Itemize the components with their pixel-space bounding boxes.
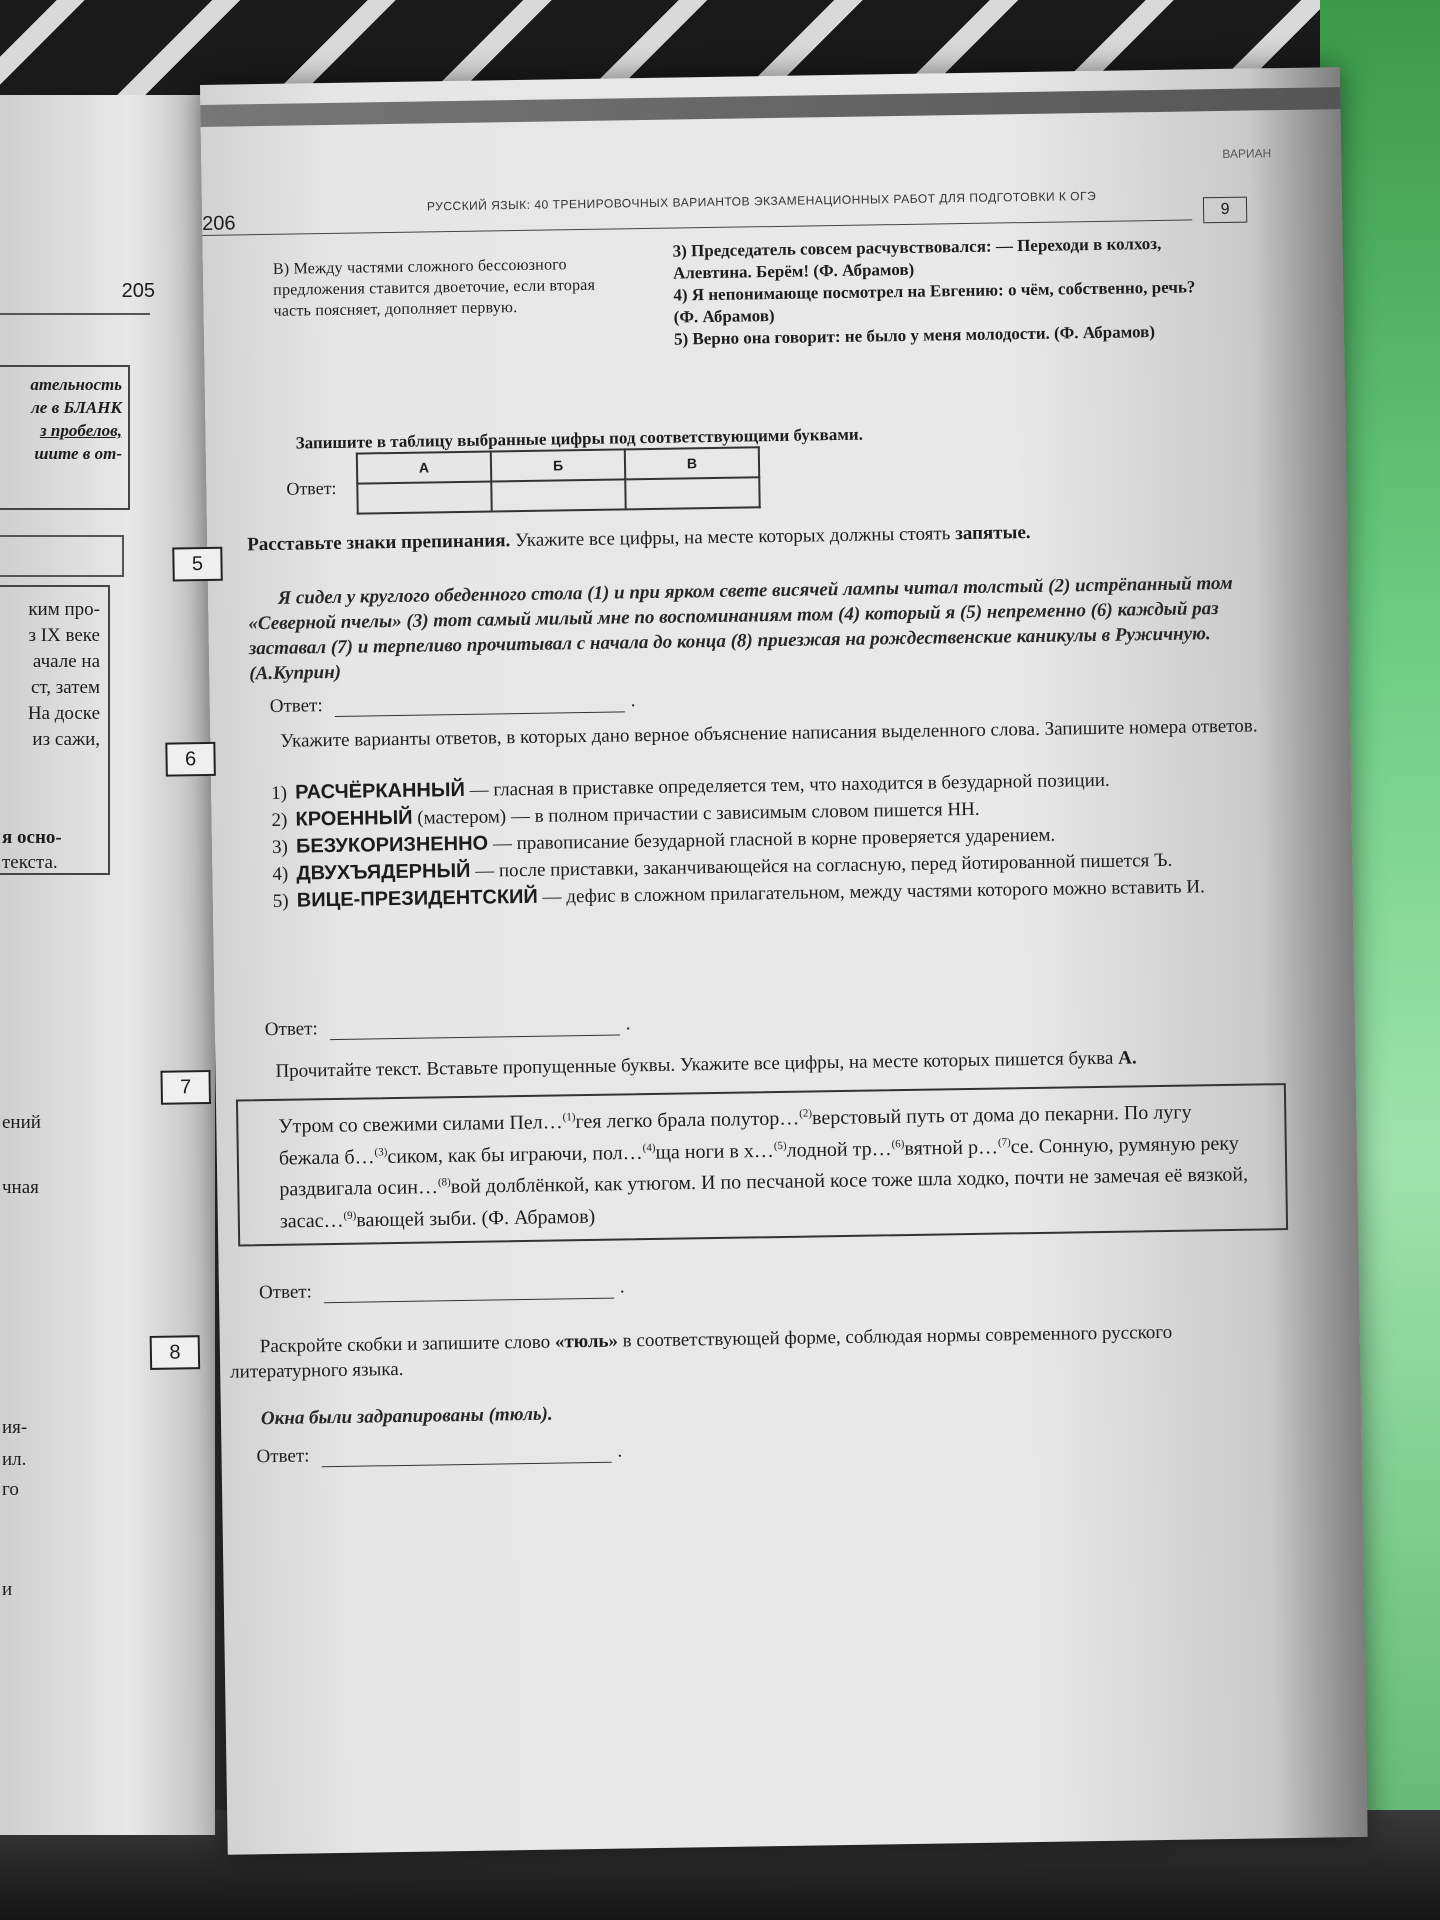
option-explanation: — правописание безударной гласной в корне проверяется ударением. — [492, 824, 1056, 855]
left-page-number: 205 — [121, 280, 155, 302]
text-segment: сиком, как бы играючи, пол… — [387, 1141, 643, 1168]
answer-cell-a[interactable] — [357, 481, 491, 513]
left-text-line: ким про- — [28, 599, 100, 620]
task7-text-box — [236, 1083, 1288, 1246]
gap-marker: (6) — [891, 1137, 905, 1150]
task4-example: 4) Я непонимающе посмотрел на Евгению: о чём, собственно, речь? (Ф. Абрамов) — [673, 277, 1196, 327]
task7-answer-label: Ответ: — [258, 1281, 313, 1304]
task5-number: 5 — [172, 547, 223, 582]
task4-answer-table — [356, 446, 761, 514]
workbook-page — [169, 67, 1368, 1855]
gap-marker: (1) — [562, 1111, 576, 1124]
variant-number: 9 — [1203, 197, 1247, 224]
left-text-line: з IX веке — [28, 625, 100, 646]
task5-answer-field[interactable] — [335, 693, 625, 717]
task5-answer[interactable]: Ответ: . — [269, 690, 636, 717]
left-instruction-box — [0, 365, 130, 510]
task6-answer-field[interactable] — [330, 1017, 620, 1041]
task8-sentence: Окна были задрапированы (тюль). — [260, 1403, 553, 1430]
left-page — [0, 95, 215, 1835]
gap-marker: (7) — [997, 1136, 1011, 1149]
left-fragment: чная — [2, 1177, 39, 1198]
running-head: РУССКИЙ ЯЗЫК: 40 ТРЕНИРОВОЧНЫХ ВАРИАНТОВ ЭКЗАМЕНАЦИОННЫХ РАБОТ ДЛЯ ПОДГОТОВКИ К ОГЭ — [426, 188, 1097, 214]
gap-marker: (9) — [343, 1209, 357, 1222]
left-fragment: ия- — [2, 1417, 28, 1438]
header-rule — [202, 219, 1192, 236]
left-text-line: из сажи, — [32, 729, 100, 750]
option-explanation: — гласная в приставке определяется тем, что находится в безударной позиции. — [469, 769, 1110, 801]
task5-instruction-bold: Расставьте знаки препинания. — [247, 530, 511, 556]
left-answer-box — [0, 535, 124, 577]
left-box-line: ле в БЛАНК — [31, 398, 122, 417]
option-number: 5) — [272, 890, 289, 912]
gap-marker: (2) — [799, 1107, 813, 1120]
text-segment: лодной тр… — [786, 1137, 892, 1162]
left-box-line: шите в от- — [34, 444, 122, 463]
variant-label: ВАРИАН — [1222, 146, 1272, 161]
task5-text: Я сидел у круглого обеденного стола (1) и при ярком свете висячей лампы читал толстый (2) истрёпанный том «Северной пчелы» (3) тот самый милый мне по воспоминаниям том (4) который я (5) непременно (6) каждый раз заставал (7) и терпеливо прочитывал с начала до конца (8) приезжая на рождественские каникулы в Ружичную. (А.Куприн) — [248, 572, 1233, 685]
task6-number: 6 — [165, 742, 216, 777]
text-segment: гея легко брала полутор… — [575, 1107, 800, 1133]
option-number: 2) — [271, 809, 288, 831]
left-fragment: го — [2, 1479, 19, 1500]
left-page-rule — [0, 313, 150, 315]
task4-answer-label: Ответ: — [286, 477, 337, 499]
task8-instruction-b: в соответствующей форме, соблюдая нормы современного русского литературного языка. — [230, 1321, 1173, 1383]
option-number: 3) — [271, 836, 288, 858]
task4-example: 5) Верно она говорит: не было у меня молодости. (Ф. Абрамов) — [673, 322, 1156, 349]
option-word: ВИЦЕ-ПРЕЗИДЕНТСКИЙ — [296, 885, 539, 912]
task5-instruction-rest: Укажите все цифры, на месте которых должны стоять — [514, 523, 951, 552]
task8-instruction-word: «тюль» — [554, 1330, 619, 1353]
task7-number: 7 — [160, 1070, 211, 1105]
option-word: РАСЧЁРКАННЫЙ — [294, 778, 466, 804]
option-word: ДВУХЪЯДЕРНЫЙ — [296, 859, 471, 885]
task7-instruction-letter: А. — [1117, 1047, 1137, 1069]
left-fragment: я осно- — [2, 827, 62, 848]
task4-examples — [673, 232, 1205, 350]
text-segment: се. Сонную, румяную реку раздвигала осин… — [279, 1132, 1239, 1201]
option-number: 1) — [270, 782, 288, 804]
task8-number: 8 — [150, 1335, 201, 1370]
answer-column-v: В — [625, 447, 759, 479]
text-segment: верстовый путь от дома до пекарни. По лугу бежала б… — [278, 1101, 1192, 1170]
task8-answer-field[interactable] — [321, 1444, 611, 1468]
task6-instruction: Укажите варианты ответов, в которых дано верное объяснение написания выделенного слова. Запишите номера ответов. — [280, 715, 1258, 752]
task6-answer[interactable]: Ответ: . — [264, 1013, 631, 1041]
option-word: КРОЕННЫЙ — [295, 806, 413, 831]
gap-marker: (5) — [773, 1139, 787, 1152]
left-text-line: ст, затем — [30, 677, 100, 698]
task7-instruction — [245, 1043, 1275, 1084]
answer-column-b: Б — [491, 449, 625, 481]
task4-instruction: Запишите в таблицу выбранные цифры под соответствующими буквами. — [295, 424, 864, 453]
task4-rule-c: В) Между частями сложного бессоюзного предложения ставится двоеточие, если вторая часть поясняет, дополняет первую. — [272, 256, 596, 320]
task5-answer-label: Ответ: — [269, 695, 323, 717]
left-fragment: и — [2, 1579, 13, 1600]
task7-instruction-text: Прочитайте текст. Вставьте пропущенные буквы. Укажите все цифры, на месте которых пишется буква — [275, 1047, 1114, 1082]
text-segment: ща ноги в х… — [655, 1139, 775, 1164]
left-box-line: ательность — [30, 375, 122, 394]
task6-answer-label: Ответ: — [264, 1018, 318, 1041]
answer-cell-v[interactable] — [625, 477, 759, 509]
left-fragment: ил. — [2, 1449, 27, 1470]
option-number: 4) — [272, 863, 289, 885]
gap-marker: (3) — [374, 1145, 388, 1159]
left-box-line: з пробелов, — [39, 421, 122, 440]
task8-answer[interactable]: Ответ: . — [256, 1440, 623, 1468]
left-text-line: На доске — [27, 703, 100, 724]
text-segment: Утром со свежими силами Пел… — [278, 1111, 563, 1138]
answer-cell-b[interactable] — [491, 479, 625, 511]
text-segment: вающей зыби. (Ф. Абрамов) — [356, 1205, 596, 1232]
gap-marker: (4) — [642, 1141, 656, 1154]
left-fragment: текста. — [2, 852, 58, 873]
left-fragment: ений — [2, 1112, 41, 1133]
task8-answer-label: Ответ: — [256, 1445, 310, 1468]
option-explanation: (мастером) — в полном причастии с зависимым словом пишется НН. — [417, 798, 980, 829]
task5-instruction — [247, 516, 1257, 557]
text-segment: вятной р… — [904, 1135, 999, 1160]
gap-marker: (8) — [437, 1176, 451, 1189]
task8-instruction — [230, 1318, 1281, 1384]
page-top-band — [200, 87, 1340, 127]
option-word: БЕЗУКОРИЗНЕННО — [295, 832, 489, 858]
task8-instruction-a: Раскройте скобки и запишите слово — [259, 1331, 551, 1358]
task7-answer-field[interactable] — [324, 1280, 614, 1304]
option-explanation: — дефис в сложном прилагательном, между частями которого можно вставить И. — [542, 876, 1205, 908]
task6-options — [271, 765, 1263, 916]
task4-example: 3) Председатель совсем расчувствовался: — Переходи в колхоз, Алевтина. Берём! (Ф. Абрамов) — [672, 233, 1162, 283]
page-number: 206 — [202, 212, 236, 235]
task5-instruction-tail: запятые. — [954, 522, 1031, 545]
option-explanation: — после приставки, заканчивающейся на согласную, перед йотированной пишется Ъ. — [475, 849, 1173, 882]
task7-answer[interactable]: Ответ: . — [258, 1276, 625, 1304]
text-segment: вой долблёнкой, как утюгом. И по песчаной косе тоже шла ходко, почти не замечая её вязкой, засас… — [279, 1163, 1249, 1233]
answer-column-a: А — [357, 451, 491, 483]
left-text-line: ачале на — [32, 651, 100, 672]
